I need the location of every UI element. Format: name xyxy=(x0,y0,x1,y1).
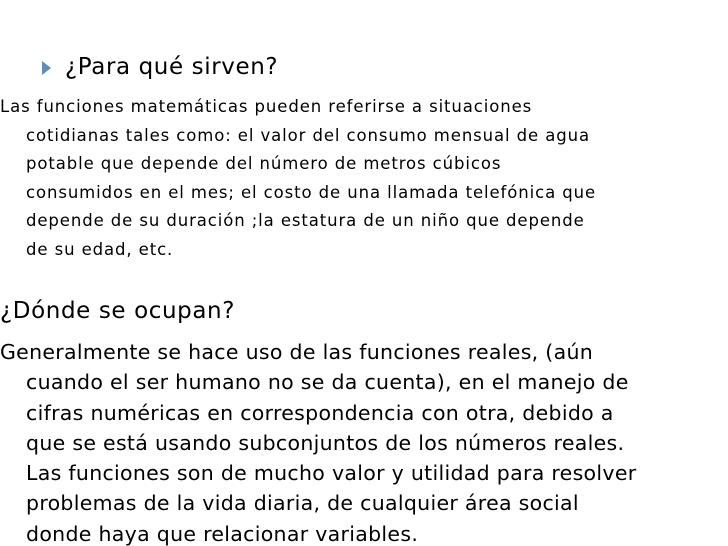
paragraph-line: de su edad, etc. xyxy=(26,239,174,259)
paragraph-line: Las funciones son de mucho valor y utilidad para resolver xyxy=(26,461,637,486)
paragraph-line: Generalmente se hace uso de las funciones reales, (aún xyxy=(0,340,594,364)
paragraph-line: cifras numéricas en correspondencia con otra, debido a xyxy=(26,400,614,425)
paragraph-line: problemas de la vida diaria, de cualquier área social xyxy=(26,491,579,516)
paragraph-line: cotidianas tales como: el valor del consumo mensual de agua xyxy=(26,125,591,145)
paragraph-line: cuando el ser humano no se da cuenta), en el manejo de xyxy=(26,370,629,395)
paragraph-line: donde haya que relacionar variables. xyxy=(26,521,419,546)
paragraph-line: depende de su duración ;la estatura de un niño que depende xyxy=(26,211,585,230)
section1-paragraph xyxy=(0,93,596,264)
paragraph-line: Las funciones matemáticas pueden referirse a situaciones xyxy=(0,97,533,116)
triangle-bullet-icon xyxy=(42,61,51,75)
section1-heading: ¿Para qué sirven? xyxy=(65,54,279,80)
paragraph-line: consumidos en el mes; el costo de una llamada telefónica que xyxy=(26,182,597,202)
paragraph-line: potable que depende del número de metros cúbicos xyxy=(26,154,502,173)
paragraph-line: que se está usando subconjuntos de los números reales. xyxy=(26,430,625,455)
section2-paragraph xyxy=(0,337,636,546)
section1-heading-row xyxy=(42,54,278,80)
section2-heading: ¿Dónde se ocupan? xyxy=(0,298,236,324)
